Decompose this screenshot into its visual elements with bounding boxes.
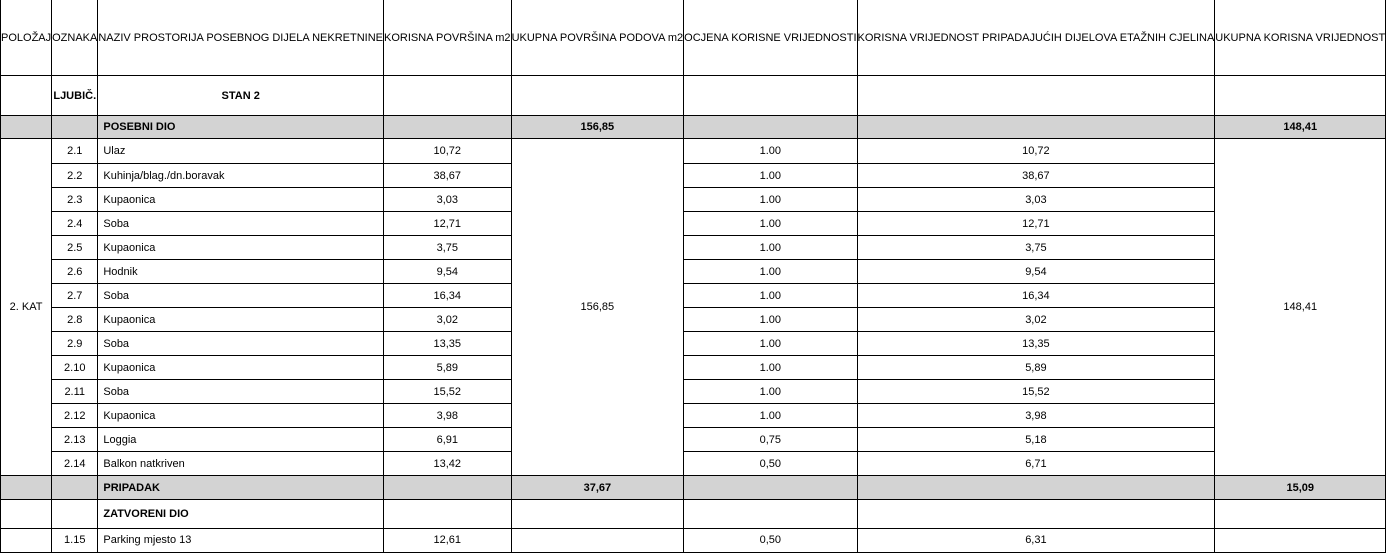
room-ocjena: 1.00 [684, 260, 857, 284]
room-ocjena: 1.00 [684, 212, 857, 236]
header-oznaka: OZNAKA [52, 0, 98, 76]
header-polozaj: POLOŽAJ [1, 0, 52, 76]
room-oznaka: 2.13 [52, 428, 98, 452]
header-korisna-povrsina: KORISNA POVRŠINA m2 [384, 0, 512, 76]
room-naziv: Soba [98, 332, 384, 356]
zatvoreni-dio-row [1, 500, 1386, 529]
pripadak-total-area: 37,67 [511, 476, 684, 500]
room-vrijednost: 5,18 [857, 428, 1215, 452]
room-povrsina: 13,35 [384, 332, 512, 356]
header-ocjena: OCJENA KORISNE VRIJEDNOSTI [684, 0, 857, 76]
room-ocjena: 1.00 [684, 356, 857, 380]
title-naziv: STAN 2 [98, 76, 384, 116]
room-povrsina: 3,03 [384, 188, 512, 212]
room-oznaka: 2.10 [52, 356, 98, 380]
room-vrijednost: 6,31 [857, 529, 1215, 553]
table-row [1, 260, 1386, 284]
room-naziv: Soba [98, 284, 384, 308]
table-row [1, 164, 1386, 188]
room-naziv: Soba [98, 212, 384, 236]
room-oznaka: 2.8 [52, 308, 98, 332]
room-povrsina: 38,67 [384, 164, 512, 188]
room-ocjena: 0,75 [684, 428, 857, 452]
floor-total-value: 148,41 [1215, 139, 1386, 476]
table-row [1, 139, 1386, 164]
room-oznaka: 2.9 [52, 332, 98, 356]
room-oznaka: 2.14 [52, 452, 98, 476]
floor-position: 2. KAT [1, 139, 52, 476]
room-vrijednost: 3,98 [857, 404, 1215, 428]
table-row [1, 452, 1386, 476]
room-naziv: Kupaonica [98, 236, 384, 260]
room-vrijednost: 10,72 [857, 139, 1215, 164]
table-row [1, 308, 1386, 332]
room-naziv: Hodnik [98, 260, 384, 284]
room-ocjena: 1.00 [684, 380, 857, 404]
header-ukupna-povrsina: UKUPNA POVRŠINA PODOVA m2 [511, 0, 684, 76]
room-vrijednost: 3,75 [857, 236, 1215, 260]
room-povrsina: 3,98 [384, 404, 512, 428]
room-ocjena: 1.00 [684, 308, 857, 332]
room-oznaka: 2.11 [52, 380, 98, 404]
title-row [1, 76, 1386, 116]
room-ocjena: 1.00 [684, 236, 857, 260]
table-row [1, 212, 1386, 236]
room-naziv: Loggia [98, 428, 384, 452]
table-row [1, 236, 1386, 260]
room-povrsina: 3,75 [384, 236, 512, 260]
table-row [1, 428, 1386, 452]
room-naziv: Soba [98, 380, 384, 404]
room-vrijednost: 6,71 [857, 452, 1215, 476]
room-oznaka: 2.4 [52, 212, 98, 236]
room-vrijednost: 12,71 [857, 212, 1215, 236]
room-vrijednost: 9,54 [857, 260, 1215, 284]
room-povrsina: 5,89 [384, 356, 512, 380]
posebni-dio-total-area: 156,85 [511, 116, 684, 139]
room-ocjena: 1.00 [684, 332, 857, 356]
pripadak-row [1, 476, 1386, 500]
pripadak-label: PRIPADAK [98, 476, 384, 500]
posebni-dio-row [1, 116, 1386, 139]
title-oznaka: LJUBIČ. [52, 76, 98, 116]
room-vrijednost: 15,52 [857, 380, 1215, 404]
room-ocjena: 1.00 [684, 164, 857, 188]
room-oznaka: 1.15 [52, 529, 98, 553]
header-ukupna-vrijednost: UKUPNA KORISNA VRIJEDNOST [1215, 0, 1386, 76]
room-naziv: Kupaonica [98, 404, 384, 428]
table-row [1, 284, 1386, 308]
room-ocjena: 1.00 [684, 284, 857, 308]
room-oznaka: 2.5 [52, 236, 98, 260]
room-povrsina: 12,71 [384, 212, 512, 236]
pripadak-total-value: 15,09 [1215, 476, 1386, 500]
room-oznaka: 2.12 [52, 404, 98, 428]
room-oznaka: 2.6 [52, 260, 98, 284]
room-naziv: Kuhinja/blag./dn.boravak [98, 164, 384, 188]
room-vrijednost: 13,35 [857, 332, 1215, 356]
room-povrsina: 6,91 [384, 428, 512, 452]
room-naziv: Parking mjesto 13 [98, 529, 384, 553]
table-row [1, 356, 1386, 380]
room-naziv: Kupaonica [98, 308, 384, 332]
room-ocjena: 0,50 [684, 452, 857, 476]
room-povrsina: 16,34 [384, 284, 512, 308]
room-ocjena: 0,50 [684, 529, 857, 553]
header-naziv: NAZIV PROSTORIJA POSEBNOG DIJELA NEKRETNINE [98, 0, 384, 76]
room-ocjena: 1.00 [684, 188, 857, 212]
room-povrsina: 15,52 [384, 380, 512, 404]
floor-total-area: 156,85 [511, 139, 684, 476]
header-korisna-vrijednost: KORISNA VRIJEDNOST PRIPADAJUĆIH DIJELOVA ETAŽNIH CJELINA [857, 0, 1215, 76]
room-naziv: Kupaonica [98, 356, 384, 380]
room-vrijednost: 16,34 [857, 284, 1215, 308]
room-vrijednost: 3,03 [857, 188, 1215, 212]
room-oznaka: 2.7 [52, 284, 98, 308]
room-oznaka: 2.2 [52, 164, 98, 188]
posebni-dio-label: POSEBNI DIO [98, 116, 384, 139]
room-naziv: Balkon natkriven [98, 452, 384, 476]
table-row [1, 380, 1386, 404]
posebni-dio-total-value: 148,41 [1215, 116, 1386, 139]
room-oznaka: 2.3 [52, 188, 98, 212]
room-naziv: Kupaonica [98, 188, 384, 212]
room-povrsina: 12,61 [384, 529, 512, 553]
table-row [1, 529, 1386, 553]
room-ocjena: 1.00 [684, 139, 857, 164]
room-povrsina: 3,02 [384, 308, 512, 332]
room-povrsina: 9,54 [384, 260, 512, 284]
header-row [1, 0, 1386, 76]
table-row [1, 404, 1386, 428]
zatvoreni-dio-label: ZATVORENI DIO [98, 500, 384, 529]
room-vrijednost: 3,02 [857, 308, 1215, 332]
table-row [1, 332, 1386, 356]
room-ocjena: 1.00 [684, 404, 857, 428]
room-vrijednost: 5,89 [857, 356, 1215, 380]
table-row [1, 188, 1386, 212]
room-oznaka: 2.1 [52, 139, 98, 164]
room-povrsina: 13,42 [384, 452, 512, 476]
room-naziv: Ulaz [98, 139, 384, 164]
room-vrijednost: 38,67 [857, 164, 1215, 188]
room-povrsina: 10,72 [384, 139, 512, 164]
